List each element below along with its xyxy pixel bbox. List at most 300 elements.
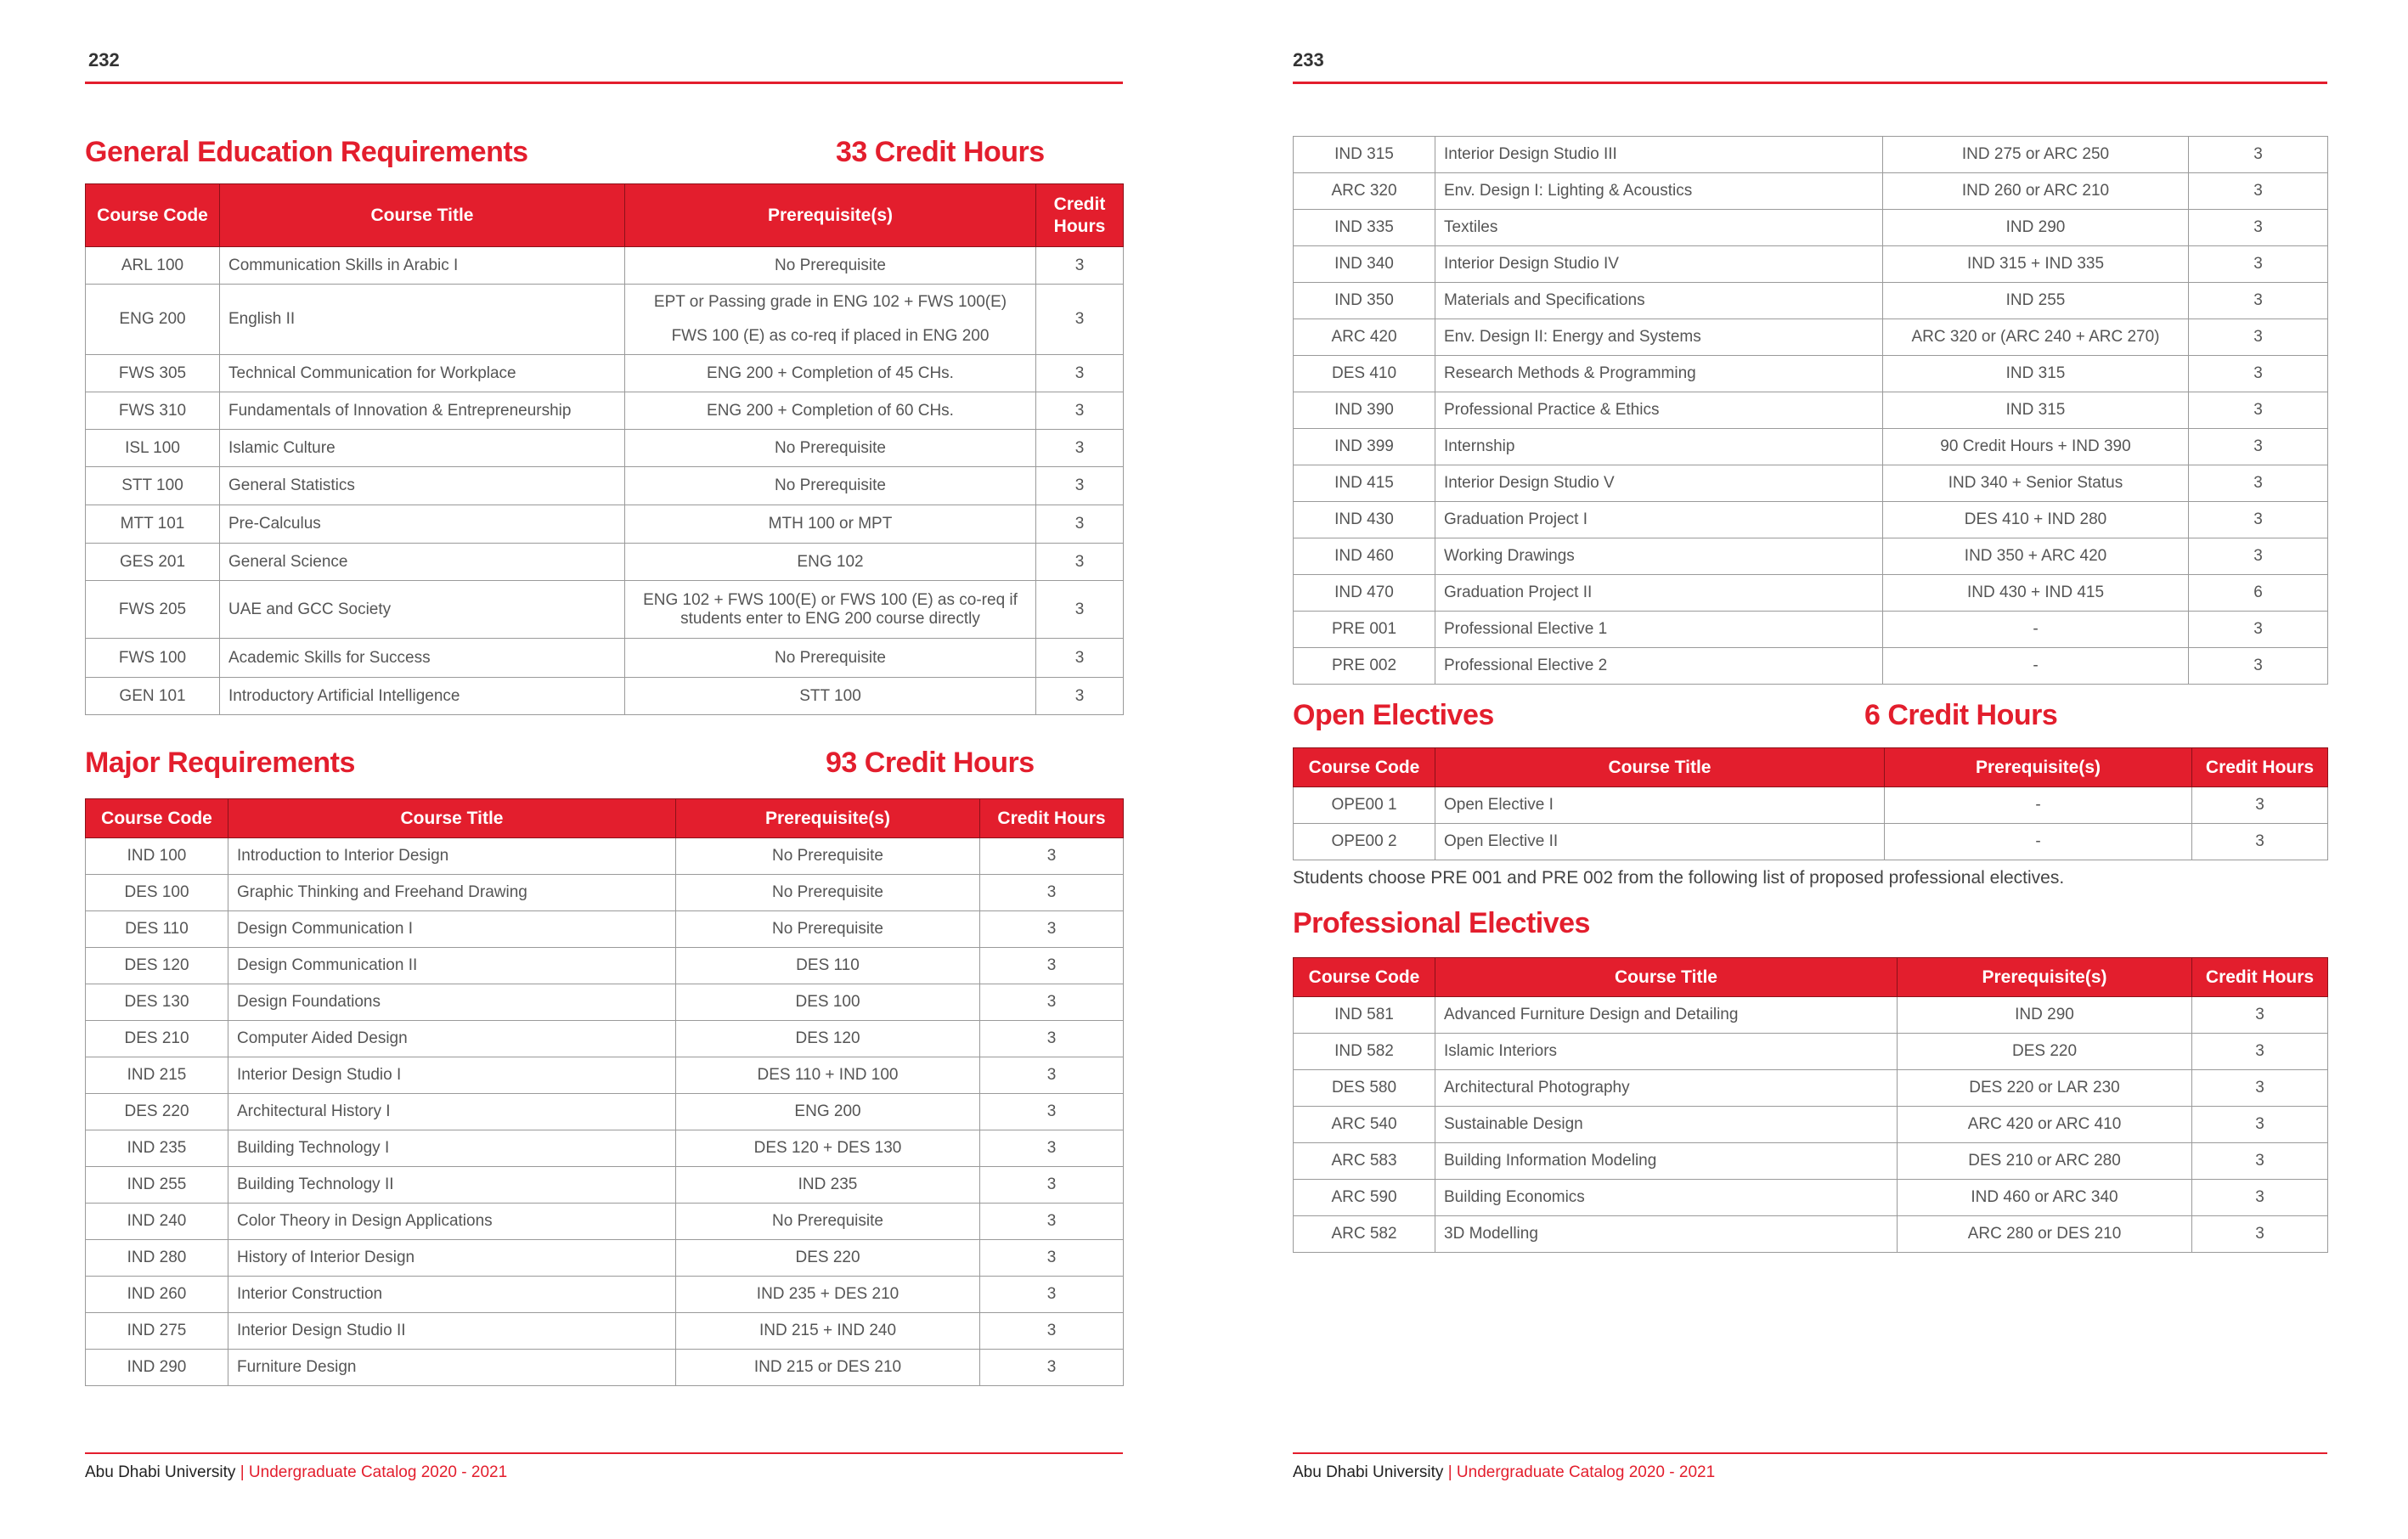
open-electives-hours: 6 Credit Hours: [1864, 699, 2058, 731]
course-title: Interior Design Studio IV: [1435, 246, 1883, 283]
course-prereq: IND 235 + DES 210: [676, 1277, 980, 1313]
major-continued-table: [1293, 136, 2328, 685]
course-hours: 3: [1036, 247, 1124, 285]
course-code: GES 201: [86, 544, 220, 581]
course-hours: 3: [1036, 505, 1124, 544]
course-prereq: -: [1885, 787, 2192, 824]
course-prereq: -: [1885, 824, 2192, 860]
course-prereq: 90 Credit Hours + IND 390: [1883, 429, 2189, 465]
course-hours: 3: [980, 948, 1124, 984]
course-hours: 3: [980, 911, 1124, 948]
course-code: ARC 540: [1294, 1107, 1435, 1143]
course-code: IND 100: [86, 838, 228, 875]
course-code: MTT 101: [86, 505, 220, 544]
course-code: DES 110: [86, 911, 228, 948]
course-code: FWS 100: [86, 639, 220, 678]
course-title: Building Economics: [1435, 1180, 1898, 1216]
table-header-row: [1294, 748, 2328, 787]
electives-note: Students choose PRE 001 and PRE 002 from the following list of proposed professional electives.: [1293, 868, 2065, 888]
course-hours: 3: [1036, 467, 1124, 505]
course-prereq: IND 460 or ARC 340: [1898, 1180, 2192, 1216]
course-title: Design Communication II: [228, 948, 676, 984]
course-code: IND 255: [86, 1167, 228, 1204]
course-title: Computer Aided Design: [228, 1021, 676, 1057]
course-code: DES 210: [86, 1021, 228, 1057]
course-title: Env. Design I: Lighting & Acoustics: [1435, 173, 1883, 210]
table-row: [86, 875, 1124, 911]
open-electives-title: Open Electives: [1293, 699, 1494, 731]
course-title: Fundamentals of Innovation & Entrepreneurship: [220, 392, 625, 430]
course-code: IND 240: [86, 1204, 228, 1240]
course-code: IND 280: [86, 1240, 228, 1277]
table-row: [86, 1094, 1124, 1130]
course-hours: 3: [1036, 544, 1124, 581]
course-code: IND 335: [1294, 210, 1435, 246]
table-row: [86, 467, 1124, 505]
table-row: [1294, 137, 2328, 173]
table-row: [1294, 1180, 2328, 1216]
course-code: IND 315: [1294, 137, 1435, 173]
course-title: Academic Skills for Success: [220, 639, 625, 678]
col-header-hours: Credit Hours: [980, 799, 1124, 838]
course-code: ISL 100: [86, 430, 220, 467]
course-title: Materials and Specifications: [1435, 283, 1883, 319]
course-hours: 3: [2192, 997, 2328, 1034]
table-row: [86, 1350, 1124, 1386]
course-hours: 3: [2189, 502, 2328, 538]
table-row: [1294, 824, 2328, 860]
course-prereq: IND 215 or DES 210: [676, 1350, 980, 1386]
course-title: Interior Design Studio III: [1435, 137, 1883, 173]
table-row: [86, 505, 1124, 544]
course-code: ARC 320: [1294, 173, 1435, 210]
course-hours: 3: [980, 1094, 1124, 1130]
course-code: ARC 590: [1294, 1180, 1435, 1216]
course-code: FWS 310: [86, 392, 220, 430]
course-prereq: DES 210 or ARC 280: [1898, 1143, 2192, 1180]
course-prereq: ENG 200: [676, 1094, 980, 1130]
course-prereq: No Prerequisite: [625, 247, 1036, 285]
course-prereq: -: [1883, 648, 2189, 685]
table-header-row: [86, 184, 1124, 247]
course-prereq: IND 340 + Senior Status: [1883, 465, 2189, 502]
course-code: IND 399: [1294, 429, 1435, 465]
course-hours: 3: [2189, 173, 2328, 210]
course-prereq: IND 290: [1898, 997, 2192, 1034]
footer-university: Abu Dhabi University: [1293, 1463, 1444, 1481]
table-row: [1294, 1107, 2328, 1143]
table-row: [1294, 648, 2328, 685]
header-rule: [85, 82, 1123, 84]
table-row: [86, 1204, 1124, 1240]
col-header-prereq: Prerequisite(s): [676, 799, 980, 838]
course-hours: 3: [980, 1167, 1124, 1204]
course-prereq: No Prerequisite: [676, 875, 980, 911]
course-hours: 3: [2189, 137, 2328, 173]
course-prereq: ARC 320 or (ARC 240 + ARC 270): [1883, 319, 2189, 356]
header-rule: [1293, 82, 2327, 84]
course-code: IND 235: [86, 1130, 228, 1167]
course-title: Building Technology I: [228, 1130, 676, 1167]
col-header-prereq: Prerequisite(s): [625, 184, 1036, 247]
course-hours: 3: [2192, 1070, 2328, 1107]
gen-ed-title: General Education Requirements: [85, 136, 528, 168]
course-title: 3D Modelling: [1435, 1216, 1898, 1253]
course-code: PRE 001: [1294, 612, 1435, 648]
table-row: [86, 1021, 1124, 1057]
course-code: FWS 205: [86, 581, 220, 639]
course-hours: 3: [980, 1313, 1124, 1350]
course-prereq: IND 215 + IND 240: [676, 1313, 980, 1350]
course-code: IND 470: [1294, 575, 1435, 612]
table-row: [86, 678, 1124, 715]
table-row: [86, 581, 1124, 639]
footer-university: Abu Dhabi University: [85, 1463, 236, 1481]
col-header-code: Course Code: [1294, 958, 1435, 997]
course-title: Color Theory in Design Applications: [228, 1204, 676, 1240]
course-code: ARC 582: [1294, 1216, 1435, 1253]
course-title: Env. Design II: Energy and Systems: [1435, 319, 1883, 356]
course-title: History of Interior Design: [228, 1240, 676, 1277]
course-code: IND 460: [1294, 538, 1435, 575]
course-prereq: IND 275 or ARC 250: [1883, 137, 2189, 173]
table-row: [1294, 429, 2328, 465]
course-hours: 3: [2192, 1180, 2328, 1216]
course-code: DES 410: [1294, 356, 1435, 392]
course-hours: 3: [2192, 787, 2328, 824]
table-row: [86, 247, 1124, 285]
col-header-title: Course Title: [1435, 958, 1898, 997]
course-prereq: IND 290: [1883, 210, 2189, 246]
course-code: IND 390: [1294, 392, 1435, 429]
course-hours: 3: [2189, 612, 2328, 648]
course-title: Islamic Culture: [220, 430, 625, 467]
course-prereq: DES 120 + DES 130: [676, 1130, 980, 1167]
course-code: FWS 305: [86, 355, 220, 392]
course-code: IND 340: [1294, 246, 1435, 283]
course-code: DES 130: [86, 984, 228, 1021]
course-prereq: DES 100: [676, 984, 980, 1021]
course-title: Architectural History I: [228, 1094, 676, 1130]
course-hours: 3: [1036, 581, 1124, 639]
course-code: DES 100: [86, 875, 228, 911]
course-prereq: IND 430 + IND 415: [1883, 575, 2189, 612]
table-row: [1294, 1143, 2328, 1180]
course-title: Interior Design Studio I: [228, 1057, 676, 1094]
course-hours: 3: [2189, 319, 2328, 356]
course-code: IND 275: [86, 1313, 228, 1350]
course-title: Working Drawings: [1435, 538, 1883, 575]
table-row: [1294, 319, 2328, 356]
course-title: Building Technology II: [228, 1167, 676, 1204]
course-prereq: ENG 102: [625, 544, 1036, 581]
right-page: [1204, 0, 2408, 1539]
table-row: [1294, 502, 2328, 538]
course-title: Graduation Project I: [1435, 502, 1883, 538]
course-hours: 3: [1036, 355, 1124, 392]
prereq-line: EPT or Passing grade in ENG 102 + FWS 100(E): [653, 293, 1007, 311]
major-hours: 93 Credit Hours: [826, 747, 1035, 779]
major-title: Major Requirements: [85, 747, 355, 779]
course-code: IND 350: [1294, 283, 1435, 319]
course-prereq: DES 110 + IND 100: [676, 1057, 980, 1094]
course-prereq: DES 110: [676, 948, 980, 984]
table-row: [86, 285, 1124, 355]
course-hours: 3: [2189, 465, 2328, 502]
gen-ed-table: [85, 183, 1124, 715]
course-hours: 3: [2192, 1143, 2328, 1180]
table-row: [1294, 173, 2328, 210]
course-hours: 3: [980, 875, 1124, 911]
course-prereq: DES 220: [676, 1240, 980, 1277]
table-header-row: [1294, 958, 2328, 997]
course-title: Introduction to Interior Design: [228, 838, 676, 875]
table-row: [1294, 246, 2328, 283]
course-title: Building Information Modeling: [1435, 1143, 1898, 1180]
col-header-code: Course Code: [1294, 748, 1435, 787]
footer-rule: [85, 1452, 1123, 1454]
course-prereq: ENG 200 + Completion of 60 CHs.: [625, 392, 1036, 430]
course-title: Sustainable Design: [1435, 1107, 1898, 1143]
course-title: Architectural Photography: [1435, 1070, 1898, 1107]
professional-electives-title: Professional Electives: [1293, 907, 1590, 939]
course-hours: 6: [2189, 575, 2328, 612]
course-code: ENG 200: [86, 285, 220, 355]
table-row: [1294, 612, 2328, 648]
course-code: IND 215: [86, 1057, 228, 1094]
table-row: [86, 948, 1124, 984]
course-title: Pre-Calculus: [220, 505, 625, 544]
course-title: Professional Elective 2: [1435, 648, 1883, 685]
table-row: [86, 911, 1124, 948]
course-prereq: ENG 200 + Completion of 45 CHs.: [625, 355, 1036, 392]
course-title: Design Communication I: [228, 911, 676, 948]
course-hours: 3: [2189, 283, 2328, 319]
footer: [1293, 1463, 1715, 1482]
course-hours: 3: [980, 1240, 1124, 1277]
course-code: STT 100: [86, 467, 220, 505]
course-prereq: No Prerequisite: [625, 430, 1036, 467]
course-hours: 3: [980, 1277, 1124, 1313]
course-prereq: ARC 420 or ARC 410: [1898, 1107, 2192, 1143]
course-code: DES 220: [86, 1094, 228, 1130]
course-code: OPE00 1: [1294, 787, 1435, 824]
course-prereq: IND 315: [1883, 356, 2189, 392]
table-row: [1294, 787, 2328, 824]
course-title: General Science: [220, 544, 625, 581]
course-code: IND 581: [1294, 997, 1435, 1034]
course-prereq: IND 260 or ARC 210: [1883, 173, 2189, 210]
open-electives-table: [1293, 747, 2328, 860]
course-hours: 3: [1036, 285, 1124, 355]
footer-catalog: Undergraduate Catalog 2020 - 2021: [248, 1463, 508, 1481]
course-code: ARC 420: [1294, 319, 1435, 356]
course-hours: 3: [2189, 246, 2328, 283]
table-row: [86, 392, 1124, 430]
footer-separator: |: [1447, 1463, 1452, 1481]
course-prereq: STT 100: [625, 678, 1036, 715]
table-row: [86, 355, 1124, 392]
footer-rule: [1293, 1452, 2327, 1454]
professional-electives-table: [1293, 957, 2328, 1253]
col-header-prereq: Prerequisite(s): [1885, 748, 2192, 787]
col-header-code: Course Code: [86, 184, 220, 247]
course-hours: 3: [2192, 1107, 2328, 1143]
course-prereq: IND 255: [1883, 283, 2189, 319]
course-hours: 3: [2189, 429, 2328, 465]
course-title: Internship: [1435, 429, 1883, 465]
course-title: Interior Design Studio II: [228, 1313, 676, 1350]
course-prereq: No Prerequisite: [676, 1204, 980, 1240]
prereq-line: FWS 100 (E) as co-req if placed in ENG 200: [671, 327, 990, 345]
course-title: Advanced Furniture Design and Detailing: [1435, 997, 1898, 1034]
table-row: [86, 1313, 1124, 1350]
course-prereq: DES 120: [676, 1021, 980, 1057]
table-row: [86, 639, 1124, 678]
course-code: OPE00 2: [1294, 824, 1435, 860]
course-prereq: DES 410 + IND 280: [1883, 502, 2189, 538]
course-prereq: No Prerequisite: [676, 911, 980, 948]
gen-ed-hours: 33 Credit Hours: [836, 136, 1045, 168]
course-hours: 3: [980, 1204, 1124, 1240]
course-code: IND 582: [1294, 1034, 1435, 1070]
table-row: [1294, 997, 2328, 1034]
course-title: Technical Communication for Workplace: [220, 355, 625, 392]
table-row: [86, 430, 1124, 467]
col-header-title: Course Title: [220, 184, 625, 247]
course-prereq: ARC 280 or DES 210: [1898, 1216, 2192, 1253]
table-row: [1294, 283, 2328, 319]
page-number: 233: [1293, 49, 1324, 70]
course-title: Professional Elective 1: [1435, 612, 1883, 648]
table-row: [1294, 575, 2328, 612]
table-row: [1294, 210, 2328, 246]
course-title: Graphic Thinking and Freehand Drawing: [228, 875, 676, 911]
course-prereq: [625, 285, 1036, 355]
course-hours: 3: [2192, 1216, 2328, 1253]
course-code: IND 290: [86, 1350, 228, 1386]
course-prereq: No Prerequisite: [625, 639, 1036, 678]
course-code: DES 120: [86, 948, 228, 984]
course-hours: 3: [2192, 1034, 2328, 1070]
course-title: Interior Construction: [228, 1277, 676, 1313]
course-title: Communication Skills in Arabic I: [220, 247, 625, 285]
course-hours: 3: [2189, 392, 2328, 429]
course-title: Open Elective I: [1435, 787, 1885, 824]
course-code: IND 430: [1294, 502, 1435, 538]
course-hours: 3: [1036, 430, 1124, 467]
course-code: DES 580: [1294, 1070, 1435, 1107]
course-prereq: IND 315: [1883, 392, 2189, 429]
col-header-title: Course Title: [228, 799, 676, 838]
course-title: English II: [220, 285, 625, 355]
table-row: [1294, 356, 2328, 392]
col-header-hours: Credit Hours: [2192, 958, 2328, 997]
course-prereq: MTH 100 or MPT: [625, 505, 1036, 544]
course-hours: 3: [2189, 648, 2328, 685]
table-header-row: [86, 799, 1124, 838]
course-title: Professional Practice & Ethics: [1435, 392, 1883, 429]
course-prereq: DES 220 or LAR 230: [1898, 1070, 2192, 1107]
major-table: [85, 798, 1124, 1386]
course-hours: 3: [2189, 538, 2328, 575]
table-row: [86, 1240, 1124, 1277]
table-row: [86, 544, 1124, 581]
course-prereq: IND 235: [676, 1167, 980, 1204]
course-title: Graduation Project II: [1435, 575, 1883, 612]
course-hours: 3: [980, 838, 1124, 875]
course-title: Introductory Artificial Intelligence: [220, 678, 625, 715]
course-title: Interior Design Studio V: [1435, 465, 1883, 502]
course-hours: 3: [1036, 392, 1124, 430]
col-header-hours: Credit Hours: [1036, 184, 1124, 247]
course-code: ARC 583: [1294, 1143, 1435, 1180]
col-header-title: Course Title: [1435, 748, 1885, 787]
course-prereq: IND 315 + IND 335: [1883, 246, 2189, 283]
course-title: Design Foundations: [228, 984, 676, 1021]
table-row: [86, 838, 1124, 875]
course-prereq: ENG 102 + FWS 100(E) or FWS 100 (E) as co-req if students enter to ENG 200 course directly: [625, 581, 1036, 639]
course-title: Open Elective II: [1435, 824, 1885, 860]
table-row: [86, 984, 1124, 1021]
course-title: UAE and GCC Society: [220, 581, 625, 639]
course-hours: 3: [2189, 210, 2328, 246]
col-header-code: Course Code: [86, 799, 228, 838]
table-row: [1294, 1070, 2328, 1107]
page-number: 232: [88, 49, 120, 70]
table-row: [86, 1167, 1124, 1204]
course-code: IND 415: [1294, 465, 1435, 502]
course-title: Textiles: [1435, 210, 1883, 246]
course-hours: 3: [980, 1057, 1124, 1094]
course-prereq: DES 220: [1898, 1034, 2192, 1070]
course-code: GEN 101: [86, 678, 220, 715]
footer-catalog: Undergraduate Catalog 2020 - 2021: [1456, 1463, 1716, 1481]
course-hours: 3: [980, 1130, 1124, 1167]
col-header-prereq: Prerequisite(s): [1898, 958, 2192, 997]
table-row: [1294, 465, 2328, 502]
course-hours: 3: [980, 1021, 1124, 1057]
course-code: IND 260: [86, 1277, 228, 1313]
col-header-hours: Credit Hours: [2192, 748, 2328, 787]
course-title: Research Methods & Programming: [1435, 356, 1883, 392]
course-hours: 3: [1036, 639, 1124, 678]
footer-separator: |: [240, 1463, 245, 1481]
course-prereq: -: [1883, 612, 2189, 648]
table-row: [1294, 1034, 2328, 1070]
table-row: [86, 1057, 1124, 1094]
table-row: [86, 1277, 1124, 1313]
course-title: Furniture Design: [228, 1350, 676, 1386]
course-hours: 3: [2192, 824, 2328, 860]
table-row: [1294, 392, 2328, 429]
course-hours: 3: [2189, 356, 2328, 392]
course-hours: 3: [980, 984, 1124, 1021]
course-hours: 3: [1036, 678, 1124, 715]
course-code: ARL 100: [86, 247, 220, 285]
footer: [85, 1463, 507, 1482]
table-row: [86, 1130, 1124, 1167]
course-title: General Statistics: [220, 467, 625, 505]
course-prereq: IND 350 + ARC 420: [1883, 538, 2189, 575]
course-title: Islamic Interiors: [1435, 1034, 1898, 1070]
table-row: [1294, 538, 2328, 575]
course-prereq: No Prerequisite: [625, 467, 1036, 505]
course-prereq: No Prerequisite: [676, 838, 980, 875]
course-hours: 3: [980, 1350, 1124, 1386]
course-code: PRE 002: [1294, 648, 1435, 685]
table-row: [1294, 1216, 2328, 1253]
